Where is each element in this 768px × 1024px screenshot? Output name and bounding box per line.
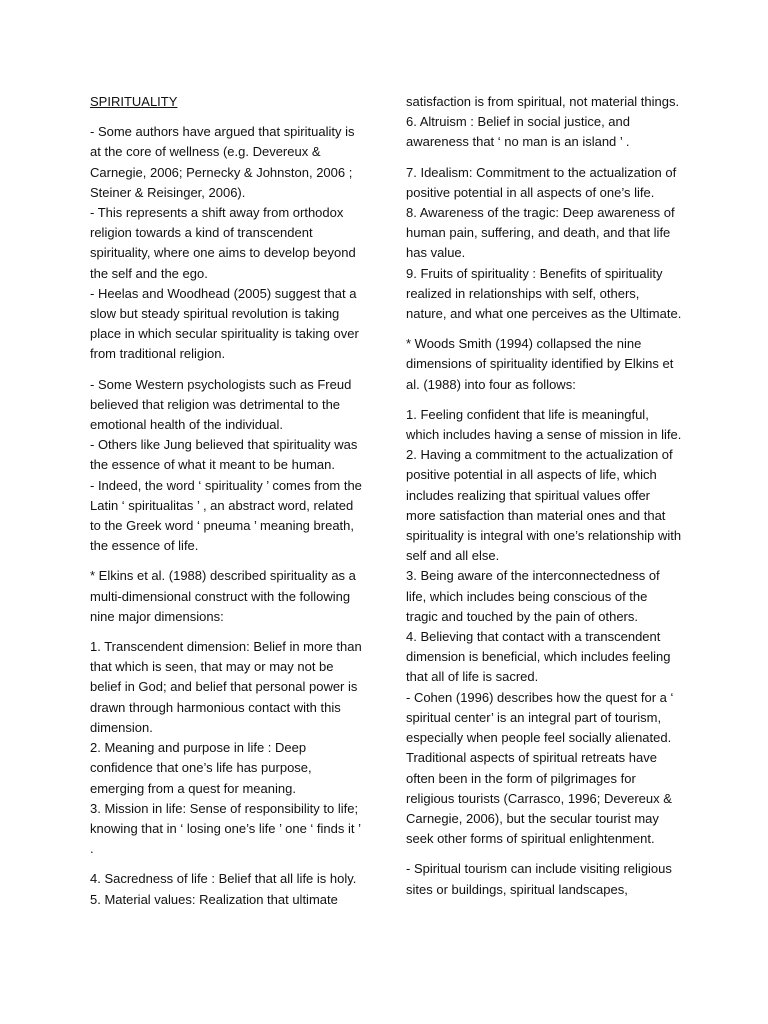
paragraph	[406, 92, 682, 153]
paragraph	[90, 637, 362, 859]
list-item: 6. Altruism : Belief in social justice, and awareness that ‘ no man is an island ’ .	[406, 114, 630, 150]
text-line: * Woods Smith (1994) collapsed the nine dimensions of spirituality identified by Elkins et al. (1988) into four as follows:	[406, 336, 674, 392]
text-line: - Some Western psychologists such as Freud believed that religion was detrimental to the emotional health of the individual.	[90, 376, 352, 433]
section-title: SPIRITUALITY	[90, 94, 178, 109]
list-item: 3. Being aware of the interconnectedness of life, which includes being conscious of the tragic and touched by the pain of others.	[406, 568, 660, 624]
text-line: - Others like Jung believed that spirituality was the essence of what it meant to be human.	[90, 437, 358, 473]
left-column	[90, 92, 362, 920]
text-line: - Cohen (1996) describes how the quest for a ‘ spiritual center’ is an integral part of tourism, especially when people feel socially alienated. Traditional aspects of spiritual retreats have often been in the form of pilgrimages for religious tourists (Carrasco, 1996; Devereux & Carnegie, 2006), but the secular tourist may seek other forms of spiritual enlightenment.	[406, 689, 674, 847]
paragraph	[406, 163, 682, 325]
paragraph	[406, 859, 682, 899]
paragraph	[406, 405, 682, 849]
text-line: - Spiritual tourism can include visiting religious sites or buildings, spiritual landscapes,	[406, 861, 672, 897]
text-line: - This represents a shift away from orthodox religion towards a kind of transcendent spirituality, where one aims to develop beyond the self and the ego.	[90, 205, 356, 281]
paragraph	[406, 334, 682, 395]
list-item: 3. Mission in life: Sense of responsibility to life; knowing that in ‘ losing one’s life ’ one ‘ finds it ’ .	[90, 800, 361, 857]
paragraph	[90, 869, 362, 909]
list-item: 9. Fruits of spirituality : Benefits of spirituality realized in relationships with self, others, nature, and what one perceives as the Ultimate.	[406, 265, 682, 322]
paragraph	[90, 566, 362, 627]
list-item: satisfaction is from spiritual, not material things.	[406, 94, 680, 109]
list-item: 2. Meaning and purpose in life : Deep confidence that one’s life has purpose, emerging from a quest for meaning.	[90, 740, 312, 796]
text-line: - Some authors have argued that spirituality is at the core of wellness (e.g. Devereux & Carnegie, 2006; Pernecky & Johnston, 2006 ; Steiner & Reisinger, 2006).	[90, 124, 355, 200]
text-line: - Heelas and Woodhead (2005) suggest that a slow but steady spiritual revolution is taking place in which secular spirituality is taking over from traditional religion.	[90, 285, 359, 362]
list-item: 1. Feeling confident that life is meaningful, which includes having a sense of mission in life.	[406, 406, 682, 443]
list-item: 8. Awareness of the tragic: Deep awareness of human pain, suffering, and death, and that life has value.	[406, 205, 675, 261]
text-line: * Elkins et al. (1988) described spirituality as a multi-dimensional construct with the following nine major dimensions:	[90, 568, 356, 624]
right-column	[406, 92, 682, 910]
paragraph	[90, 122, 362, 364]
text-line: - Indeed, the word ‘ spirituality ’ comes from the Latin ‘ spiritualitas ’ , an abstract word, related to the Greek word ‘ pneuma ’ meaning breath, the essence of life.	[90, 477, 362, 554]
paragraph	[90, 375, 362, 557]
list-item: 5. Material values: Realization that ultimate	[90, 891, 338, 907]
list-item: 4. Believing that contact with a transcendent dimension is beneficial, which includes feeling that all of life is sacred.	[406, 629, 671, 685]
list-item: 2. Having a commitment to the actualization of positive potential in all aspects of life, which includes realizing that spiritual values offer more satisfaction than material ones and that spirituality is integral with one’s relationship with self and all else.	[406, 447, 682, 564]
list-item: 7. Idealism: Commitment to the actualization of positive potential in all aspects of one’s life.	[406, 164, 677, 200]
list-item: 1. Transcendent dimension: Belief in more than that which is seen, that may or may not be belief in God; and belief that personal power is drawn through harmonious contact with this dimension.	[90, 639, 362, 735]
list-item: 4. Sacredness of life : Belief that all life is holy.	[90, 871, 357, 887]
